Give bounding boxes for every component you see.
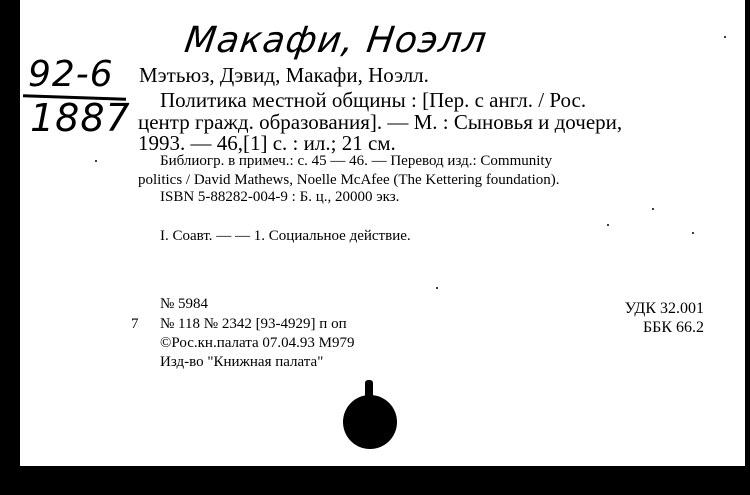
scan-speck: [95, 160, 97, 162]
punch-hole: [343, 395, 397, 449]
udk-code: УДК 32.001: [624, 300, 704, 317]
record-ids: № 118 № 2342 [93-4929] п оп: [160, 316, 347, 332]
entry-note-line1: Библиогр. в примеч.: с. 45 — 46. — Перевод изд.: Community: [160, 153, 553, 169]
scan-speck: [652, 208, 654, 210]
entry-title-line2: центр гражд. образования]. — М. : Сыновья и дочери,: [138, 110, 623, 134]
entry-subjects: I. Соавт. — — 1. Социальное действие.: [160, 228, 411, 244]
record-copyright: ©Рос.кн.палата 07.04.93 M979: [160, 335, 355, 351]
handwritten-call-number-top: 92-6: [28, 54, 114, 95]
record-number: № 5984: [160, 296, 209, 312]
scan-speck: [724, 36, 726, 38]
scan-border-right: [745, 0, 750, 468]
record-publisher: Изд-во "Книжная палата": [160, 354, 324, 370]
scan-speck: [607, 224, 609, 226]
scan-border-left: [0, 0, 20, 468]
entry-note-line2: politics / David Mathews, Noelle McAfee (The Kettering foundation).: [138, 172, 560, 188]
entry-title-line1: Политика местной общины : [Пер. с англ. / Рос.: [160, 88, 587, 112]
scan-speck: [436, 287, 438, 289]
scan-border-bottom: [0, 466, 750, 495]
entry-title-line3: 1993. — 46,[1] с. : ил.; 21 см.: [138, 131, 396, 155]
handwritten-author-note: Макафи, Ноэлл: [182, 20, 490, 61]
bbk-code: ББК 66.2: [642, 319, 704, 336]
record-mark: 7: [131, 316, 139, 332]
handwritten-call-number-bottom: 1887: [30, 96, 131, 140]
scan-speck: [692, 232, 694, 234]
entry-heading: Мэтьюз, Дэвид, Макафи, Ноэлл.: [139, 63, 429, 87]
entry-isbn: ISBN 5-88282-004-9 : Б. ц., 20000 экз.: [160, 189, 400, 205]
